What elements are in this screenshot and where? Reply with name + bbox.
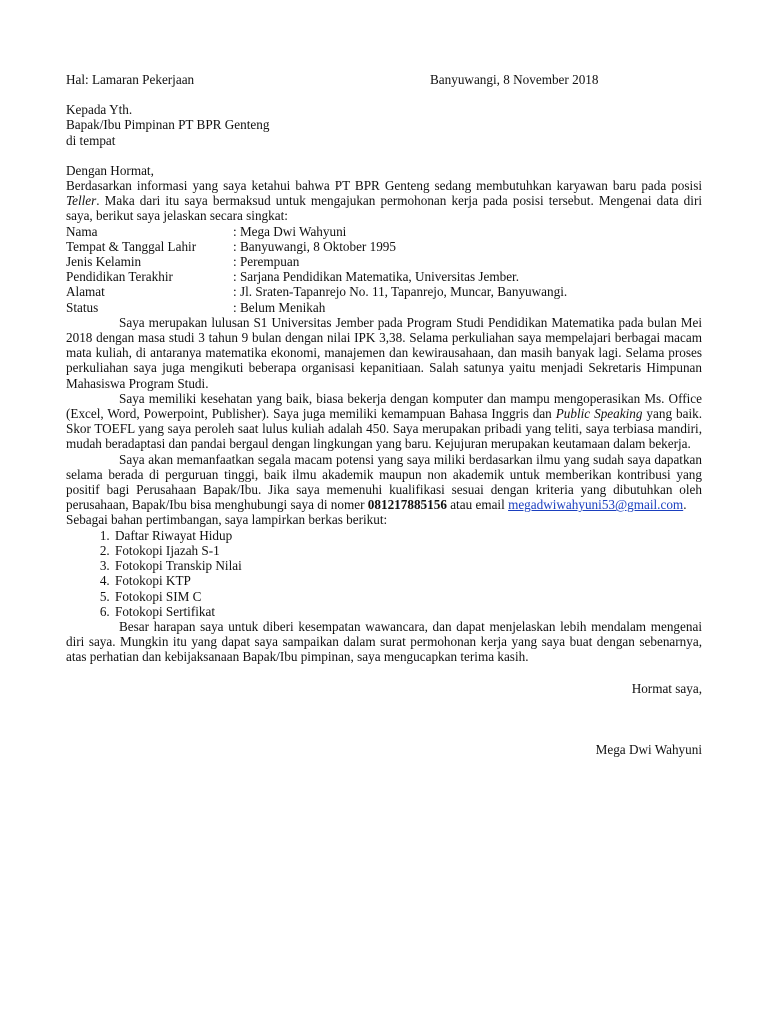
phone-number: 081217885156	[367, 497, 447, 513]
personal-data-row	[66, 239, 567, 254]
personal-data-row	[66, 284, 567, 299]
signoff: Hormat saya,	[631, 680, 702, 696]
personal-data-row	[66, 254, 567, 269]
intro-text-2: . Maka dari itu saya bermaksud untuk mengajukan permohonan kerja pada posisi tersebut. Mengenai data diri saya, berikut saya jelaskan secara singkat:	[66, 193, 702, 224]
contact-text-2: atau email	[446, 497, 509, 513]
closing-paragraph: Besar harapan saya untuk diberi kesempatan wawancara, dan dapat menjelaskan lebih mendalam mengenai diri saya. Mungkin itu yang dapat saya sampaikan dalam surat permohonan kerja yang saya buat dengan sebenarnya, atas perhatian dan kebijaksanaan Bapak/Ibu pimpinan, saya mengucapkan terima kasih.	[66, 618, 702, 665]
subject-line: Hal: Lamaran Pekerjaan	[66, 72, 195, 87]
letter-date: Banyuwangi, 8 November 2018	[430, 72, 599, 87]
personal-data-row	[66, 300, 567, 315]
recipient-block	[66, 102, 702, 148]
skills-text-2: yang baik. Skor TOEFL yang saya peroleh saat lulus kuliah adalah 450. Saya merupakan pribadi yang teliti, saya terbiasa mandiri, mudah beradaptasi dan pandai bergaul dengan lingkungan yang baru. Kejujuran merupakan keutamaan dalam bekerja.	[66, 406, 702, 452]
list-item: 1. Daftar Riwayat Hidup	[113, 528, 702, 543]
data-value-address: : Jl. Sraten-Tapanrejo No. 11, Tapanrejo, Muncar, Banyuwangi.	[233, 284, 568, 300]
letter-page	[66, 72, 702, 757]
contact-paragraph	[66, 452, 702, 513]
skills-emphasis: Public Speaking	[555, 406, 643, 422]
recipient-line-3: di tempat	[66, 132, 116, 148]
data-value-birth: : Banyuwangi, 8 Oktober 1995	[233, 238, 396, 254]
letter-header	[66, 72, 702, 87]
recipient-line-2: Bapak/Ibu Pimpinan PT BPR Genteng	[66, 117, 270, 133]
list-item: 2. Fotokopi Ijazah S-1	[113, 543, 702, 558]
list-item: 3. Fotokopi Transkip Nilai	[113, 558, 702, 573]
personal-data-table	[66, 224, 567, 315]
greeting: Dengan Hormat,	[66, 162, 154, 178]
data-label-name: Nama	[66, 223, 98, 239]
attachments-list	[66, 528, 702, 619]
recipient-line-1: Kepada Yth.	[66, 102, 133, 118]
personal-data-row	[66, 269, 567, 284]
list-item: 5. Fotokopi SIM C	[113, 589, 702, 604]
intro-text-1: Berdasarkan informasi yang saya ketahui bahwa PT BPR Genteng sedang membutuhkan karyawan baru pada posisi	[66, 178, 702, 194]
list-item: 4. Fotokopi KTP	[113, 573, 702, 588]
data-label-education: Pendidikan Terakhir	[66, 269, 173, 285]
data-label-birth: Tempat & Tanggal Lahir	[66, 238, 197, 254]
data-value-name: : Mega Dwi Wahyuni	[233, 223, 347, 239]
intro-paragraph	[66, 178, 702, 224]
skills-paragraph	[66, 391, 702, 452]
data-label-status: Status	[66, 299, 99, 315]
contact-text-1: Saya akan memanfaatkan segala macam potensi yang saya miliki berdasarkan ilmu yang sudah saya dapatkan selama berada di perguruan tinggi, baik ilmu akademik maupun non akademik untuk memberikan kontribusi yang positif bagi Perusahaan Bapak/Ibu. Jika saya memenuhi kualifikasi sesuai dengan kriteria yang dibutuhkan oleh perusahaan, Bapak/Ibu bisa menghubungi saya di nomer	[66, 451, 702, 513]
list-item: 6. Fotokopi Sertifikat	[113, 604, 702, 619]
signature-name: Mega Dwi Wahyuni	[595, 741, 702, 757]
email-link[interactable]: megadwiwahyuni53@gmail.com	[508, 497, 684, 513]
data-value-gender: : Perempuan	[233, 254, 300, 270]
data-value-education: : Sarjana Pendidikan Matematika, Universitas Jember.	[233, 269, 520, 285]
skills-text-1: Saya memiliki kesehatan yang baik, biasa bekerja dengan komputer dan mampu mengoperasikan Ms. Office (Excel, Word, Powerpoint, Publisher). Saya juga memiliki kemampuan Bahasa Inggris dan	[66, 390, 702, 422]
data-value-status: : Belum Menikah	[233, 299, 326, 315]
personal-data-row	[66, 224, 567, 239]
data-label-address: Alamat	[66, 284, 105, 300]
data-label-gender: Jenis Kelamin	[66, 254, 142, 270]
education-paragraph: Saya merupakan lulusan S1 Universitas Jember pada Program Studi Pendidikan Matematika pada bulan Mei 2018 dengan masa studi 3 tahun 9 bulan dengan nilai IPK 3,38. Selama perkuliahan saya mempelajari berbagai macam mata kuliah, di antaranya matematika ekonomi, manajemen dan kewirausahaan, dan masih banyak lagi. Selama proses perkuliahan saya juga mengikuti beberapa organisasi kepanitiaan. Salah satunya yaitu menjadi Sekretaris Himpunan Mahasiswa Program Studi.	[66, 314, 702, 391]
attachments-intro: Sebagai bahan pertimbangan, saya lampirkan berkas berikut:	[66, 512, 388, 528]
intro-position: Teller	[66, 193, 97, 209]
contact-text-3: .	[683, 497, 687, 513]
